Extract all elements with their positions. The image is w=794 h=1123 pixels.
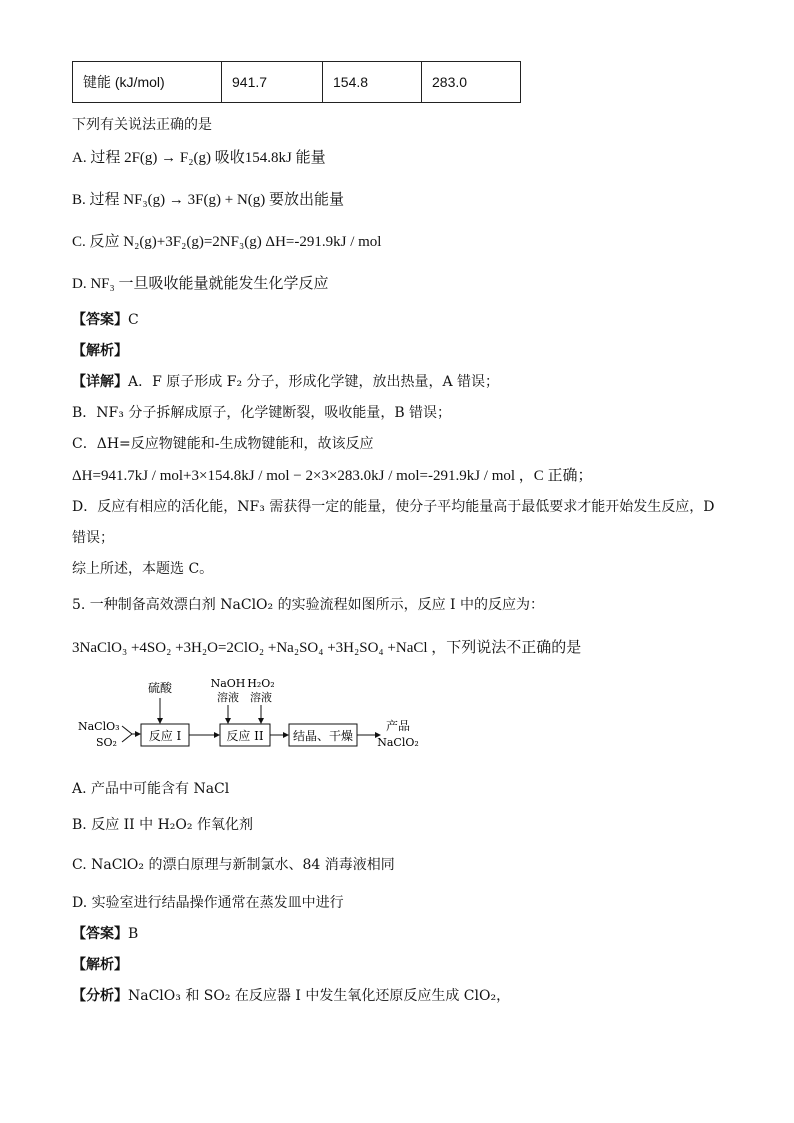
question-stem: 5. 一种制备高效漂白剂 NaClO₂ 的实验流程如图所示，反应 I 中的反应为： xyxy=(72,597,545,613)
input-so2: SO₂ xyxy=(96,736,117,749)
reaction-2-label: 反应 II xyxy=(226,729,264,743)
option-c: C. NaClO₂ 的漂白原理与新制氯水、84 消毒液相同 xyxy=(72,857,395,873)
crystallize-label: 结晶、干燥 xyxy=(292,729,354,743)
analysis-tag: 【解析】 xyxy=(72,343,128,359)
bond-energy-table xyxy=(72,61,521,103)
question-prompt: 下列有关说法正确的是 xyxy=(72,117,212,133)
option-b: B. 过程 NF₃(g) → 3F(g) + N(g) 要放出能量 xyxy=(72,192,345,208)
product-formula: NaClO₂ xyxy=(377,736,419,749)
input-connector xyxy=(122,734,132,742)
detail-line: 错误； xyxy=(72,530,114,546)
answer-line xyxy=(72,309,139,329)
h2o2-solution-label: 溶液 xyxy=(250,691,272,704)
detail-line: 综上所述，本题选 C。 xyxy=(72,561,214,577)
answer-line xyxy=(72,923,138,943)
detail-line: B．NF₃ 分子拆解成原子，化学键断裂，吸收能量，B 错误； xyxy=(72,405,452,421)
fenxi-tag: 【分析】 xyxy=(72,988,128,1004)
option-c: C. 反应 N₂(g)+3F₂(g)=2NF₃(g) ΔH=-291.9kJ / mol xyxy=(72,234,382,250)
input-naclo3: NaClO₃ xyxy=(78,720,120,733)
detail-text: A．F 原子形成 F₂ 分子，形成化学键，放出热量，A 错误； xyxy=(128,374,500,390)
table-row xyxy=(73,62,521,103)
answer-value: C xyxy=(128,312,139,328)
fenxi-text: NaClO₃ 和 SO₂ 在反应器 I 中发生氧化还原反应生成 ClO₂， xyxy=(128,988,511,1004)
input-connector xyxy=(122,726,132,734)
acid-label: 硫酸 xyxy=(147,681,173,695)
process-flow-diagram xyxy=(70,674,440,758)
table-value-cell: 941.7 xyxy=(222,62,323,103)
table-value-cell: 283.0 xyxy=(422,62,521,103)
reaction-1-label: 反应 I xyxy=(148,729,182,743)
naoh-label: NaOH xyxy=(210,677,246,690)
product-label: 产品 xyxy=(385,719,411,733)
analysis-tag: 【解析】 xyxy=(72,957,128,973)
option-d: D. NF₃ 一旦吸收能量就能发生化学反应 xyxy=(72,276,329,292)
h2o2-label: H₂O₂ xyxy=(247,677,275,690)
answer-value: B xyxy=(128,926,139,942)
table-value-cell: 154.8 xyxy=(323,62,422,103)
detail-line xyxy=(72,371,499,391)
option-a: A. 产品中可能含有 NaCl xyxy=(72,781,230,797)
table-label-cell: 键能 (kJ/mol) xyxy=(73,62,222,103)
option-b: B. 反应 II 中 H₂O₂ 作氧化剂 xyxy=(72,817,253,833)
option-d: D. 实验室进行结晶操作通常在蒸发皿中进行 xyxy=(72,895,344,911)
option-a: A. 过程 2F(g) → F₂(g) 吸收154.8kJ 能量 xyxy=(72,150,326,166)
detail-line: C．ΔH=反应物键能和-生成物键能和，故该反应 xyxy=(72,436,374,452)
detail-equation: ΔH=941.7kJ / mol+3×154.8kJ / mol − 2×3×283.0kJ / mol=-291.9kJ / mol ，C 正确； xyxy=(72,468,593,484)
reaction-equation: 3NaClO₃ +4SO₂ +3H₂O=2ClO₂ +Na₂SO₄ +3H₂SO₄ +NaCl ，下列说法不正确的是 xyxy=(72,640,582,656)
analysis-line xyxy=(72,985,510,1005)
detail-line: D．反应有相应的活化能，NF₃ 需获得一定的能量，使分子平均能量高于最低要求才能开始发生反应，D xyxy=(72,499,715,515)
answer-tag: 【答案】 xyxy=(72,926,128,942)
detail-tag: 【详解】 xyxy=(72,374,128,390)
naoh-solution-label: 溶液 xyxy=(217,691,239,704)
answer-tag: 【答案】 xyxy=(72,312,128,328)
